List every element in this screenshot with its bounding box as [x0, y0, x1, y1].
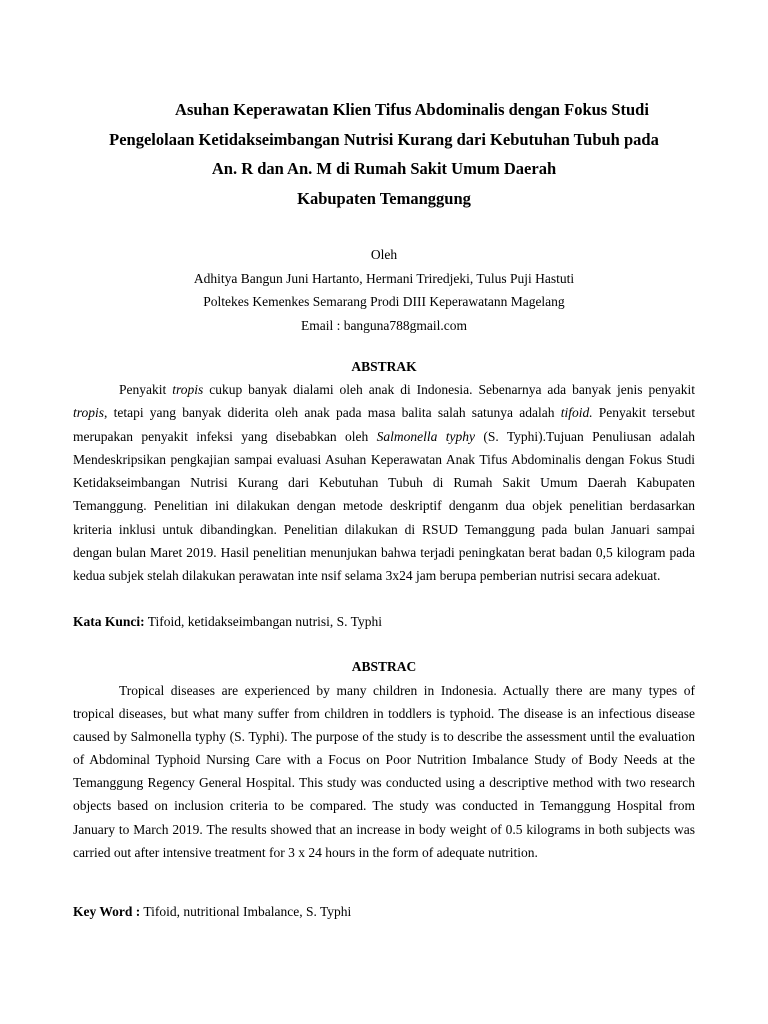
abstrak-text-4: Penyakit tersebut merupakan penyakit infeksi yang disebabkan oleh — [73, 405, 695, 444]
title-line-3: An. R dan An. M di Rumah Sakit Umum Daerah — [211, 159, 557, 178]
abstrak-term-salmonella: Salmonella typhy — [376, 428, 475, 444]
kata-kunci — [73, 612, 695, 632]
kata-kunci-label: Kata Kunci: — [73, 614, 145, 629]
byline — [73, 243, 695, 337]
abstrak-body — [73, 378, 695, 588]
title-line-2: Pengelolaan Ketidakseimbangan Nutrisi Kurang dari Kebutuhan Tubuh pada — [109, 129, 659, 149]
title-line-4: Kabupaten Temanggung — [297, 188, 471, 208]
author-email: Email : banguna788gmail.com — [300, 317, 468, 333]
title-line-1: Asuhan Keperawatan Klien Tifus Abdominalis dengan Fokus Studi — [175, 100, 649, 119]
abstrak-text-2: cukup banyak dialami oleh anak di Indonesia. Sebenarnya ada banyak jenis penyakit — [203, 382, 695, 397]
author-names: Adhitya Bangun Juni Hartanto, Hermani Triredjeki, Tulus Puji Hastuti — [193, 270, 575, 286]
key-word-values: Tifoid, nutritional Imbalance, S. Typhi — [140, 904, 352, 919]
abstrak-text-5: (S. Typhi).Tujuan Penuliusan adalah Mendeskripsikan pengkajian sampai evaluasi Asuhan Keperawatan Anak Tifus Abdominalis dengan Fokus Studi Ketidakseimbangan Nutrisi Kurang dari Kebutuhan Tubuh di Rumah Sakit Umum Daerah Kabupaten Temanggung. Penelitian ini dilakukan dengan metode deskriptif denganm dua objek penelitian berdasarkan kriteria inklusi untuk dibandingkan. Penelitian dilakukan di RSUD Temanggung pada bulan Januari sampai dengan bulan Maret 2019. Hasil penelitian menunjukan bahwa terjadi peningkatan berat badan 0,5 kilogram pada kedua subjek stelah dilakukan perawatan inte nsif selama 3x24 jam berupa pemberian nutrisi secara adekuat. — [73, 428, 695, 584]
abstrak-term-tifoid: tifoid. — [560, 405, 593, 421]
abstrak-term-tropis-1: tropis — [172, 382, 204, 397]
abstrac-body: Tropical diseases are experienced by many children in Indonesia. Actually there are many types of tropical diseases, but what many suffer from children in toddlers is typhoid. The disease is an infectious disease caused by Salmonella typhy (S. Typhi). The purpose of the study is to describe the assessment until the evaluation of Abdominal Typhoid Nursing Care with a Focus on Poor Nutrition Imbalance Study of Body Needs at the Temanggung Regency General Hospital. This study was conducted using a descriptive method with two research objects based on inclusion criteria to be compared. The study was conducted in Temanggung Hospital from January to March 2019. The results showed that an increase in body weight of 0.5 kilograms in both subjects was carried out after intensive treatment for 3 x 24 hours in the form of adequate nutrition. — [73, 683, 695, 860]
abstrak-term-tropis-2: tropis — [73, 405, 105, 421]
paper-title — [73, 95, 695, 213]
kata-kunci-values: Tifoid, ketidakseimbangan nutrisi, S. Typhi — [144, 614, 382, 629]
author-affiliation: Poltekes Kemenkes Semarang Prodi DIII Keperawatann Magelang — [203, 294, 565, 309]
abstrak-heading: ABSTRAK — [351, 359, 417, 374]
key-word-label: Key Word : — [73, 904, 141, 919]
abstrak-text-1: Penyakit — [119, 382, 173, 397]
key-word — [73, 902, 695, 922]
byline-oleh: Oleh — [370, 247, 398, 262]
abstrak-text-3: , tetapi yang banyak diderita oleh anak pada masa balita salah satunya adalah — [104, 405, 561, 421]
abstrac-heading: ABSTRAC — [351, 659, 417, 674]
